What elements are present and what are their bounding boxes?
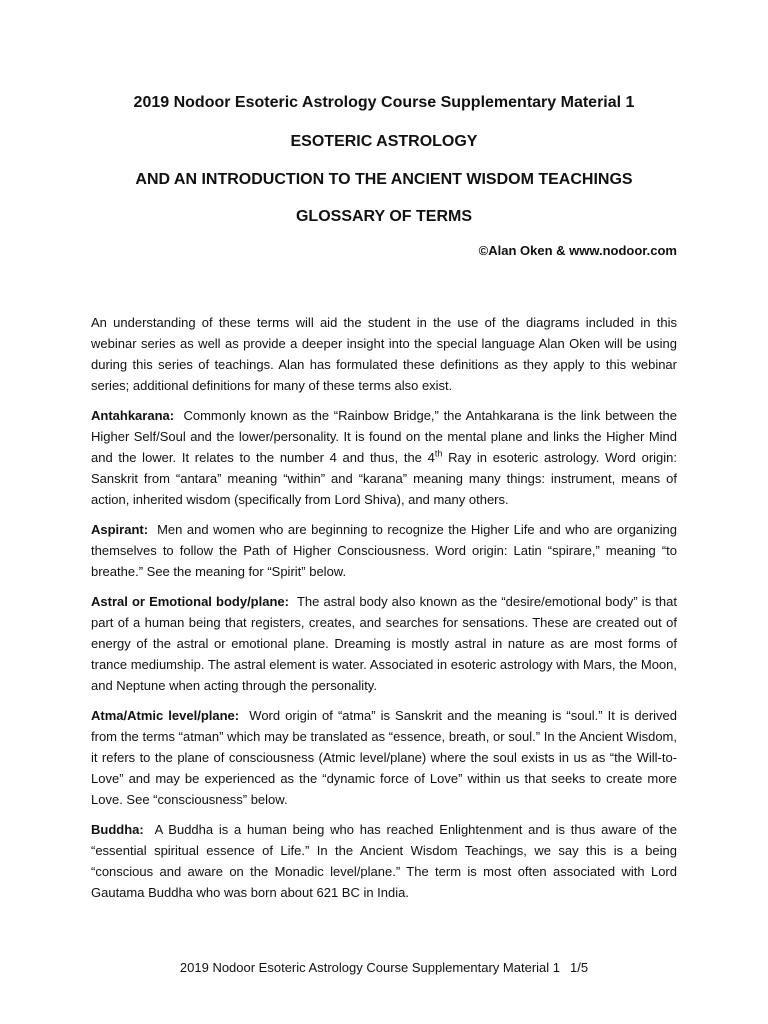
document-body	[91, 312, 677, 912]
glossary-entry-aspirant	[91, 519, 677, 582]
glossary-term: Antahkarana:	[91, 408, 175, 423]
glossary-definition: The astral body also known as the “desire/emotional body” is that part of a human being that registers, creates, and searches for sensations. These are created out of energy of the astral or emotional plane. Dreaming is mostly astral in nature as are most forms of trance mediumship. The astral element is water. Associated in esoteric astrology with Mars, the Moon, and Neptune when acting through the personality.	[91, 594, 677, 693]
glossary-entry-astral-body	[91, 591, 677, 696]
glossary-definition: Word origin of “atma” is Sanskrit and the meaning is “soul.” It is derived from the terms “atman” which may be translated as “essence, breath, or soul.” In the Ancient Wisdom, it refers to the plane of consciousness (Atmic level/plane) where the soul exists in us as “the Will-to-Love” and may be experienced as the “dynamic force of Love” within us that seeks to create more Love. See “consciousness” below.	[91, 708, 677, 807]
document-title: ESOTERIC ASTROLOGY	[290, 133, 478, 150]
ordinal-suffix: th	[434, 448, 443, 459]
section-title: GLOSSARY OF TERMS	[295, 208, 472, 225]
page-number: 1/5	[570, 960, 589, 975]
page-footer	[0, 960, 768, 975]
document-subtitle: AND AN INTRODUCTION TO THE ANCIENT WISDOM TEACHINGS	[135, 171, 633, 188]
glossary-definition: Men and women who are beginning to recognize the Higher Life and who are organizing themselves to follow the Path of Higher Consciousness. Word origin: Latin “spirare,” meaning “to breathe.” See the meaning for “Spirit” below.	[91, 522, 677, 579]
glossary-term: Aspirant:	[91, 522, 149, 537]
footer-title: 2019 Nodoor Esoteric Astrology Course Supplementary Material 1	[179, 960, 560, 975]
glossary-entry-atma	[91, 705, 677, 810]
glossary-definition-cont: Ray in esoteric astrology. Word origin: Sanskrit from “antara” meaning “within” and “karana” meaning many things: instrument, means of action, inherited wisdom (specifically from Lord Shiva), and many others.	[91, 450, 678, 507]
copyright-notice: ©Alan Oken & www.nodoor.com	[478, 243, 677, 258]
intro-paragraph: An understanding of these terms will aid the student in the use of the diagrams included in this webinar series as well as provide a deeper insight into the special language Alan Oken will be using during this series of teachings. Alan has formulated these definitions as they apply to this webinar series; additional definitions for many of these terms also exist.	[91, 315, 677, 393]
course-title: 2019 Nodoor Esoteric Astrology Course Supplementary Material 1	[133, 94, 635, 111]
glossary-term: Astral or Emotional body/plane:	[91, 594, 289, 609]
glossary-definition: A Buddha is a human being who has reached Enlightenment and is thus aware of the “essential spiritual essence of Life.” In the Ancient Wisdom Teachings, we say this is a being “conscious and aware on the Monadic level/plane.” The term is most often associated with Lord Gautama Buddha who was born about 621 BC in India.	[91, 822, 677, 900]
glossary-term: Atma/Atmic level/plane:	[91, 708, 240, 723]
glossary-term: Buddha:	[91, 822, 144, 837]
glossary-entry-antahkarana	[91, 405, 677, 510]
glossary-entry-buddha	[91, 819, 677, 903]
glossary-definition: Commonly known as the “Rainbow Bridge,” the Antahkarana is the link between the Higher Self/Soul and the lower/personality. It is found on the mental plane and links the Higher Mind and the lower. It relates to the number 4 and thus, the 4	[91, 408, 677, 465]
